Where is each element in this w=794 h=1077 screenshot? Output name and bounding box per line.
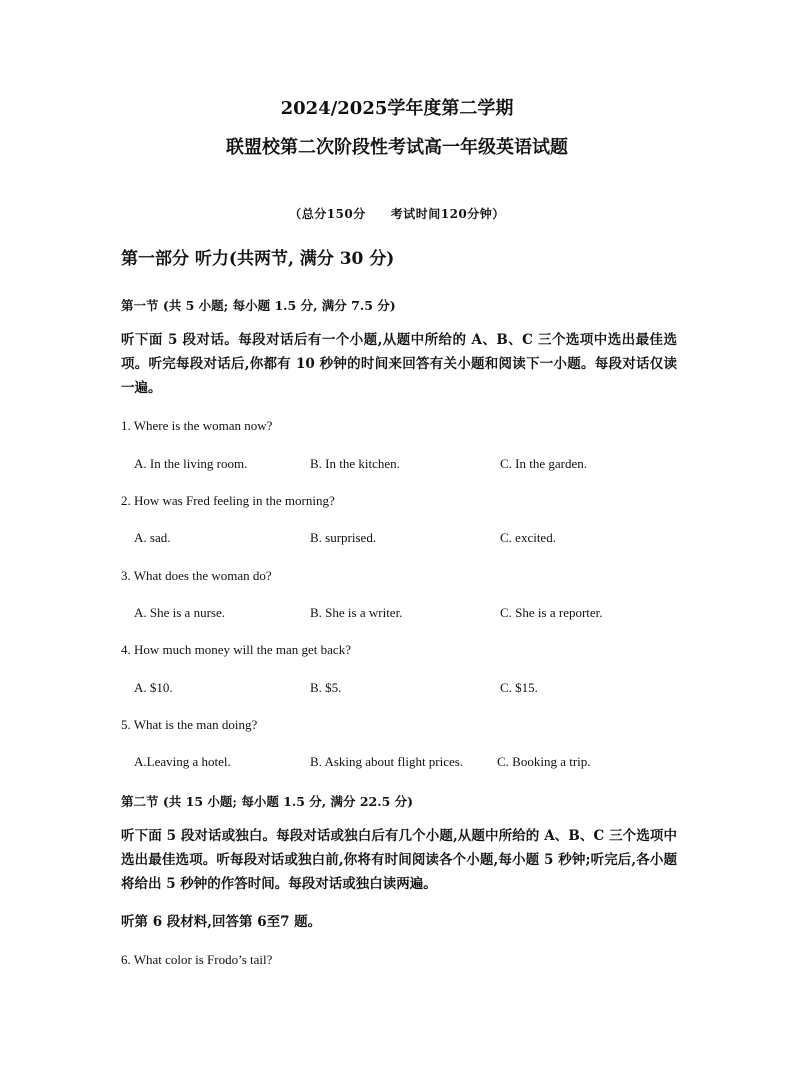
section1-heading: 第一节 (共 5 小题; 每小题 1.5 分, 满分 7.5 分) [121,298,396,313]
question-2-option-b: B. surprised. [310,530,377,545]
question-2-option-c: C. excited. [500,530,556,545]
question-5-option-b: B. Asking about flight prices. [310,754,464,769]
question-5-option-a: A.Leaving a hotel. [134,754,231,769]
question-1-option-c: C. In the garden. [500,456,588,471]
question-1: 1. Where is the woman now? [121,418,273,433]
page-title-year: 2024/2025学年度第二学期 [280,98,514,119]
question-3: 3. What does the woman do? [121,568,272,583]
question-4-option-c: C. $15. [500,680,538,695]
question-6: 6. What color is Frodo’s tail? [121,952,273,967]
question-2: 2. How was Fred feeling in the morning? [121,493,335,508]
exam-info: （总分150分 考试时间120分钟） [289,207,505,221]
question-5: 5. What is the man doing? [121,717,258,732]
question-5-option-c: C. Booking a trip. [497,754,591,769]
part1-heading: 第一部分 听力(共两节, 满分 30 分) [121,249,395,269]
question-1-option-b: B. In the kitchen. [310,456,400,471]
material-note: 听第 6 段材料,回答第 6至7 题。 [121,914,322,930]
question-3-option-a: A. She is a nurse. [134,605,225,620]
page-title-exam: 联盟校第二次阶段性考试高一年级英语试题 [226,137,568,158]
section1-instructions: 听下面 5 段对话。每段对话后有一个小题,从题中所给的 A、B、C 三个选项中选出最佳选项。听完每段对话后,你都有 10 秒钟的时间来回答有关小题和阅读下一小题。每段对话仅读一遍。 [121,332,677,396]
question-4-option-b: B. $5. [310,680,342,695]
question-4-option-a: A. $10. [134,680,173,695]
section2-heading: 第二节 (共 15 小题; 每小题 1.5 分, 满分 22.5 分) [121,794,414,809]
question-3-option-b: B. She is a writer. [310,605,403,620]
question-4: 4. How much money will the man get back? [121,642,351,657]
question-3-option-c: C. She is a reporter. [500,605,603,620]
section2-instructions: 听下面 5 段对话或独白。每段对话或独白后有几个小题,从题中所给的 A、B、C 三个选项中选出最佳选项。听每段对话或独白前,你将有时间阅读各个小题,每小题 5 秒钟;听完后,各小题将给出 5 秒钟的作答时间。每段对话或独白读两遍。 [121,828,677,892]
question-1-option-a: A. In the living room. [134,456,248,471]
question-2-option-a: A. sad. [134,530,171,545]
